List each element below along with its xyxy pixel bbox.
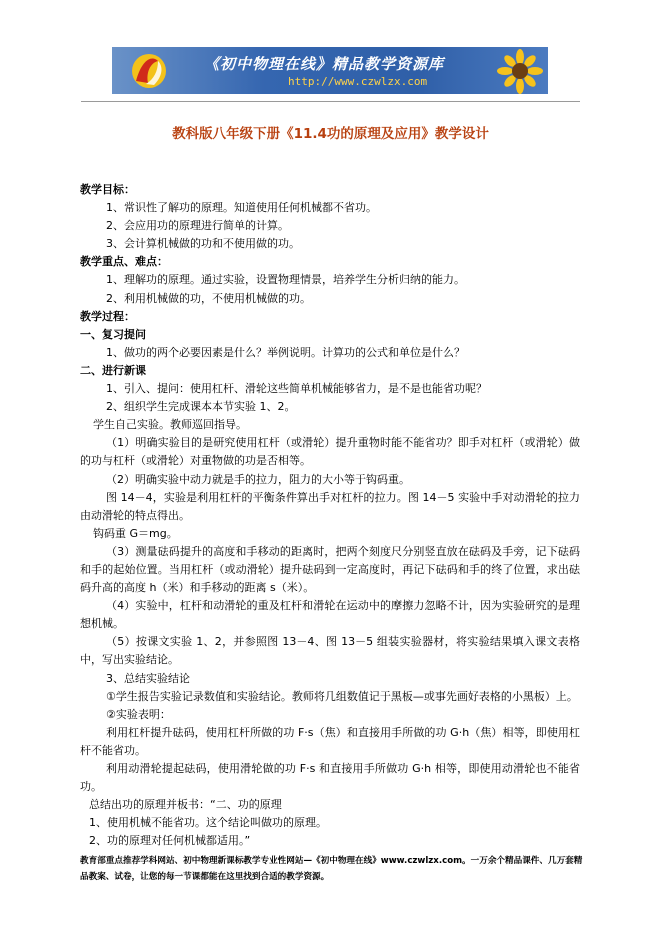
body-line: 2、利用机械做的功，不使用机械做的功。	[106, 291, 311, 305]
body-line: 利用动滑轮提起砝码，使用滑轮做的功 F·s 和直接用手所做功 G·h 相等，即使用动滑轮也不能省功。	[80, 762, 580, 794]
page-footer: 教育部重点推荐学科网站、初中物理新课标教学专业性网站—《初中物理在线》www.czwlzx.com。一万余个精品课件、几万套精品教案、试卷，让您的每一节课都能在这里找到合适的教学资源。	[80, 856, 583, 882]
body-line: ②实验表明：	[106, 707, 171, 721]
body-line: （1）明确实验目的是研究使用杠杆（或滑轮）提升重物时能不能省功？即手对杠杆（或滑轮）做的功与杠杆（或滑轮）对重物做的功是否相等。	[80, 436, 580, 468]
banner-title: 《初中物理在线》精品教学资源库	[204, 55, 445, 73]
document-body	[80, 181, 580, 850]
body-line: （4）实验中，杠杆和动滑轮的重及杠杆和滑轮在运动中的摩擦力忽略不计，因为实验研究的是理想机械。	[80, 599, 580, 631]
body-line: 2、会应用功的原理进行简单的计算。	[106, 219, 289, 233]
body-line: 2、功的原理对任何机械都适用。”	[89, 834, 251, 848]
body-line: 1、使用机械不能省功。这个结论叫做功的原理。	[89, 816, 327, 830]
body-line: 1、引入、提问：使用杠杆、滑轮这些简单机械能够省力，是不是也能省功呢？	[106, 382, 487, 396]
site-logo-icon	[128, 51, 170, 91]
body-line: （2）明确实验中动力就是手的拉力，阻力的大小等于钩码重。	[106, 472, 410, 486]
body-line: ①学生报告实验记录数值和实验结论。教师将几组数值记于黑板—或事先画好表格的小黑板）上。	[106, 689, 578, 703]
body-line: 教学重点、难点：	[80, 255, 168, 269]
body-line: 1、常识性了解功的原理。知道使用任何机械都不省功。	[106, 201, 377, 215]
site-banner	[112, 47, 548, 94]
body-line: 图 14－4，实验是利用杠杆的平衡条件算出手对杠杆的拉力。图 14－5 实验中手对动滑轮的拉力由动滑轮的特点得出。	[80, 490, 580, 522]
body-line: 教学过程：	[80, 309, 135, 323]
body-line: 二、进行新课	[80, 363, 146, 377]
body-line: 3、会计算机械做的功和不使用做的功。	[106, 237, 300, 251]
body-line: 钩码重 G＝mg。	[93, 526, 178, 540]
sunflower-icon	[492, 49, 548, 94]
banner-url[interactable]: http://www.czwlzx.com	[288, 75, 428, 88]
body-line: 1、理解功的原理。通过实验，设置物理情景，培养学生分析归纳的能力。	[106, 273, 465, 287]
body-line: 利用杠杆提升砝码，使用杠杆所做的功 F·s（焦）和直接用手所做的功 G·h（焦）相等，即使用杠杆不能省功。	[80, 725, 580, 757]
body-line: 教学目标：	[80, 183, 135, 196]
body-line: 一、复习提问	[80, 327, 146, 341]
body-line: 1、做功的两个必要因素是什么？举例说明。计算功的公式和单位是什么？	[106, 345, 465, 359]
body-line: （5）按课文实验 1、2，并参照图 13－4、图 13－5 组装实验器材，将实验结果填入课文表格中，写出实验结论。	[80, 635, 580, 667]
body-line: 3、总结实验结论	[106, 671, 190, 685]
body-line: （3）测量砝码提升的高度和手移动的距离时，把两个刻度尺分别竖直放在砝码及手旁，记下砝码和手的起始位置。当用杠杆（或动滑轮）提升砝码到一定高度时，再记下砝码和手的终了位置，求出砝码升高的高度 h（米）和手移动的距离 s（米）。	[80, 544, 580, 595]
body-line: 2、组织学生完成课本本节实验 1、2。	[106, 400, 296, 414]
document-title: 教科版八年级下册《11.4功的原理及应用》教学设计	[172, 126, 489, 142]
body-line: 总结出功的原理并板书：“二、功的原理	[89, 798, 282, 812]
body-line: 学生自己实验。教师巡回指导。	[93, 418, 247, 432]
header-rule	[81, 101, 580, 102]
